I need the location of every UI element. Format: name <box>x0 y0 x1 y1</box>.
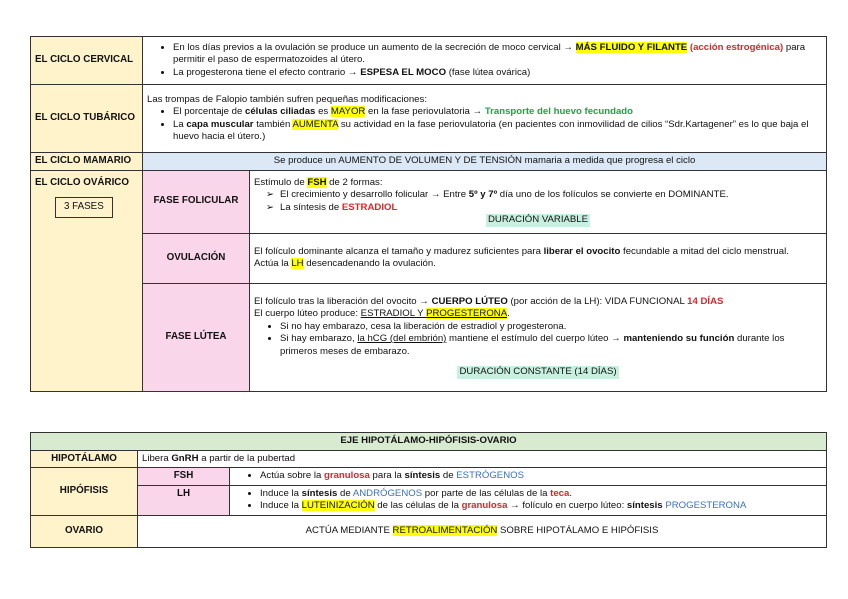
blue-text: PROGESTERONA <box>665 500 747 511</box>
text-line <box>254 258 822 271</box>
label-fsh: FSH <box>138 468 230 486</box>
text: de las células de la <box>374 500 462 511</box>
label-lh: LH <box>138 485 230 515</box>
text: . <box>507 308 510 319</box>
bold-text: GnRH <box>171 452 199 464</box>
text: de <box>337 487 353 499</box>
row-fsh <box>31 468 827 486</box>
text: La síntesis de <box>280 201 342 213</box>
row-hipotalamo <box>31 450 827 468</box>
label-fase-folicular: FASE FOLICULAR <box>143 170 250 233</box>
label-ciclo-ovarico <box>31 170 143 391</box>
bold-text: síntesis <box>404 470 441 481</box>
text: El folículo tras la liberación del ovocito → <box>254 295 432 307</box>
text: Induce la <box>260 500 302 511</box>
row-lutea <box>31 283 827 391</box>
text: para permitir el paso de espermatozoides al útero. <box>173 41 806 66</box>
content-ciclo-mamario: Se produce un AUMENTO DE VOLUMEN Y DE TENSIÓN mamaria a medida que progresa el ciclo <box>143 153 827 171</box>
bold-text: síntesis <box>626 500 663 511</box>
red-text: teca <box>550 487 570 499</box>
text-line <box>254 296 822 309</box>
row-ovulacion <box>31 233 827 283</box>
text: durante los primeros meses de embarazo. <box>280 333 785 357</box>
list-item: • Si no hay embarazo, cesa la liberación de estradiol y progesterona. <box>280 321 822 334</box>
blue-text: ANDRÓGENOS <box>352 487 423 499</box>
bold-text: liberar el ovocito <box>543 245 621 257</box>
text: a partir de la pubertad <box>198 452 296 464</box>
list-item <box>280 202 822 215</box>
text: desencadenando la ovulación. <box>303 258 436 269</box>
list-item <box>173 106 822 119</box>
fases-badge: 3 FASES <box>55 197 113 218</box>
text: Induce la <box>260 487 302 499</box>
text: Actúa la <box>254 258 292 269</box>
row-tubarico <box>31 85 827 153</box>
red-text: 14 DÍAS <box>687 295 724 307</box>
text: mantiene el estímulo del cuerpo lúteo → <box>446 333 624 344</box>
label-ciclo-tubarico: EL CICLO TUBÁRICO <box>31 85 143 153</box>
ciclos-table <box>30 36 827 392</box>
text: es <box>315 106 331 117</box>
green-text: Transporte del huevo fecundado <box>484 106 634 117</box>
list-item <box>260 470 822 483</box>
row-cervical <box>31 37 827 85</box>
highlight: MAYOR <box>330 106 366 117</box>
text: (fase lútea ovárica) <box>446 66 531 78</box>
text: fecundable a mitad del ciclo menstrual. <box>620 245 789 257</box>
text: El porcentaje de <box>173 106 245 117</box>
bold-text: CUERPO LÚTEO <box>431 295 508 307</box>
text: Libera <box>142 452 172 464</box>
row-lh <box>31 485 827 515</box>
list-item <box>173 67 822 80</box>
text: día uno de los folículos se convierte en DOMINANTE. <box>497 189 729 200</box>
list-item <box>280 333 822 358</box>
bold-text: síntesis <box>301 487 338 499</box>
content-lh <box>230 485 827 515</box>
text-line <box>254 246 822 259</box>
red-text: ESTRADIOL <box>341 201 398 213</box>
red-text: (acción estrogénica) <box>689 41 784 53</box>
highlight: RETROALIMENTACIÓN <box>392 524 498 536</box>
label-ciclo-mamario: EL CICLO MAMARIO <box>31 153 143 171</box>
bold-text: ESPESA EL MOCO <box>360 66 447 78</box>
content-fase-folicular <box>250 170 827 233</box>
text: su actividad en la fase periovulatoria (en pacientes con inmovilidad de cilios “Sdr.Kartagener” es lo que baja el huevo hacia el útero.) <box>173 118 809 142</box>
label-hipotalamo: HIPOTÁLAMO <box>31 450 138 468</box>
text: ACTÚA MEDIANTE <box>305 524 393 536</box>
row-eje-title <box>31 433 827 451</box>
highlight: PROGESTERONA <box>426 308 508 319</box>
bold-text: células ciliadas <box>245 106 316 117</box>
content-ciclo-tubarico <box>143 85 827 153</box>
content-hipotalamo <box>138 450 827 468</box>
content-ovulacion <box>250 233 827 283</box>
content-ovario <box>138 515 827 547</box>
list-item <box>260 500 822 513</box>
text: El crecimiento y desarrollo folicular → Entre <box>280 189 469 200</box>
text: Si hay embarazo, <box>280 333 358 344</box>
text: para la <box>369 470 405 481</box>
text: El cuerpo lúteo produce: <box>254 308 361 319</box>
text: La progesterona tiene el efecto contrario → <box>173 66 361 78</box>
list-item <box>260 488 822 501</box>
bold-text: manteniendo su función <box>623 333 735 344</box>
text: de <box>440 470 457 481</box>
blue-text: ESTRÓGENOS <box>456 470 524 481</box>
label-hipofisis: HIPÓFISIS <box>31 468 138 516</box>
text: de 2 formas: <box>326 176 383 188</box>
text: también <box>253 118 293 130</box>
label-fase-lutea: FASE LÚTEA <box>143 283 250 391</box>
red-text: granulosa <box>461 500 508 511</box>
text: → folículo en cuerpo lúteo: <box>507 500 627 511</box>
row-ovario <box>31 515 827 547</box>
content-fase-lutea <box>250 283 827 391</box>
highlight: LH <box>291 258 304 269</box>
text: La <box>173 118 187 130</box>
duration-badge: DURACIÓN CONSTANTE (14 DÍAS) <box>459 366 617 377</box>
label-ciclo-cervical: EL CICLO CERVICAL <box>31 37 143 85</box>
intro-text: Las trompas de Falopio también sufren pequeñas modificaciones: <box>147 93 427 105</box>
duration-badge: DURACIÓN VARIABLE <box>487 214 589 225</box>
row-folicular <box>31 170 827 233</box>
highlight: FSH <box>307 176 327 188</box>
list-item <box>280 189 822 202</box>
text: SOBRE HIPOTÁLAMO E HIPÓFISIS <box>497 524 659 536</box>
highlight: AUMENTA <box>292 118 339 130</box>
text: en la fase periovulatoria → <box>365 106 485 117</box>
label-text: EL CICLO OVÁRICO <box>35 176 129 188</box>
text: por parte de las células de la <box>422 487 551 499</box>
text: El folículo dominante alcanza el tamaño y madurez suficientes para <box>254 245 544 257</box>
bold-text: capa muscular <box>186 118 254 130</box>
row-mamario <box>31 153 827 171</box>
label-ovario: OVARIO <box>31 515 138 547</box>
eje-title: EJE HIPOTÁLAMO-HIPÓFISIS-OVARIO <box>31 433 827 451</box>
text: (por acción de la LH): VIDA FUNCIONAL <box>507 295 688 307</box>
text-line <box>254 177 822 190</box>
eje-table <box>30 432 827 548</box>
content-fsh <box>230 468 827 486</box>
label-ovulacion: OVULACIÓN <box>143 233 250 283</box>
highlight: LUTEINIZACIÓN <box>301 500 375 511</box>
text: Estímulo de <box>254 176 308 188</box>
red-text: granulosa <box>324 470 370 481</box>
list-item <box>173 42 822 67</box>
text: . <box>569 487 573 499</box>
underlined-text: la hCG (del embrión) <box>357 333 447 344</box>
underlined-text: ESTRADIOL Y <box>360 308 427 319</box>
bold-text: 5º y 7º <box>468 189 498 200</box>
content-ciclo-cervical <box>143 37 827 85</box>
highlight: MÁS FLUIDO Y FILANTE <box>575 41 688 53</box>
text: En los días previos a la ovulación se produce un aumento de la secreción de moco cervical → <box>173 41 576 53</box>
text: Actúa sobre la <box>260 470 324 481</box>
text-line <box>254 308 822 321</box>
list-item <box>173 119 822 144</box>
